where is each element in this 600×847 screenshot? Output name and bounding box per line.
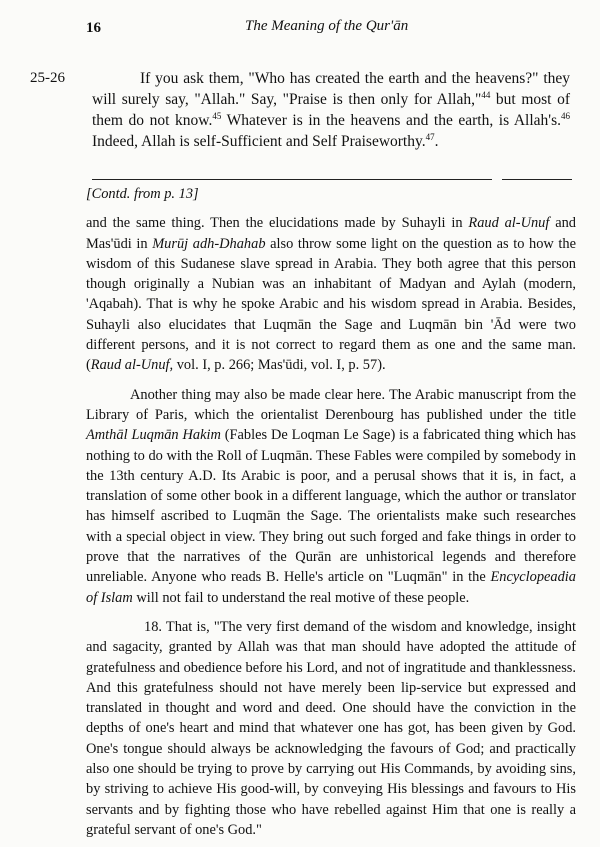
verse-line: . xyxy=(434,133,439,150)
note-paragraph xyxy=(86,213,576,375)
note-text: will not fail to understand the real motive of these people. xyxy=(132,589,470,606)
commentary-notes xyxy=(86,184,576,840)
verse-line: but most of them do not know. xyxy=(92,91,570,129)
book-title: Raud al-Unuf xyxy=(468,215,550,232)
running-title: The Meaning of the Qur'ān xyxy=(245,18,409,34)
book-title: Amthāl Luqmān Hakim xyxy=(86,427,221,444)
note-text: and Mas'ūdi in xyxy=(86,215,576,252)
note-text: (Fables De Loqman Le Sage) is a fabricated thing which has nothing to do with the Roll of Luqmān. These Fables were compiled by somebody in the 13th century A.D. Its Arabic is poor, and a perusal shows that it is, in fact, a translation of some other book in a different language, which the author or translator has himself ascribed to Luqmān the Sage. The orientalists make such researches with a special object in view. They bring out such forged and fake things in order to prove that the narratives of the Qurān are unhistorical legends and therefore unreliable. Anyone who reads B. Helle's article on "Luqmān" in the xyxy=(86,427,576,586)
verse-reference: 25-26 xyxy=(30,70,65,86)
verse-line: Indeed, Allah is self-Sufficient and Self Praiseworthy. xyxy=(92,133,426,150)
note-text: Another thing may also be made clear here. The Arabic manuscript from the Library of Paris, which the orientalist Derenbourg has published under the title xyxy=(86,386,576,423)
book-title: Murūj adh-Dhahab xyxy=(152,235,266,252)
note-text: vol. I, p. 266; Mas'ūdi, vol. I, p. 57). xyxy=(173,357,386,374)
note-text: also throw some light on the question as to how the wisdom of this Sudanese slave spread in Arabia. They both agree that this person though originally a Nubian was an inhabitant of Madyan and Aylah (modern, 'Aqabah). That is why he spoke Arabic and his wisdom spread in Arabia. Besides, Suhayli also elucidates that Luqmān the Sage and Luqmān bin 'Ād were two different persons, and it is not correct to regard them as one and the same man. ( xyxy=(86,235,577,374)
verse-line: If you ask them, "Who has created the earth and the heavens?" xyxy=(140,70,539,87)
continuation-note: [Contd. from p. 13] xyxy=(86,186,199,202)
footnote-marker: 44 xyxy=(481,89,491,100)
section-divider xyxy=(502,179,572,180)
note-paragraph: 18. That is, "The very first demand of the wisdom and knowledge, insight and sagacity, granted by Allah was that man should have adopted the attitude of gratefulness and obedience before his Lord, and not of ingratitude and thanklessness. And this gratefulness should not have merely been lip-service but expressed and translated in thought and word and deed. One should have the conviction in the depths of one's heart and mind that whatever one has got, has been given by God. One's tongue should always be acknowledging the favours of God; and practically also one should be trying to prove by carrying out His Commands, by avoiding sins, by striving to achieve His good-will, by conveying His blessings and favours to His servants and by fighting those who have rebelled against Him that one is really a grateful servant of one's God." xyxy=(86,618,576,838)
footnote-marker: 46 xyxy=(561,110,570,121)
page-number: 16 xyxy=(86,20,101,36)
section-divider xyxy=(92,179,492,180)
verse-text xyxy=(92,68,570,152)
footnote-marker: 45 xyxy=(212,110,222,121)
footnote-marker: 47 xyxy=(425,131,435,142)
note-paragraph xyxy=(86,385,576,608)
book-title: Raud al-Unuf, xyxy=(90,357,174,374)
verse-line: they will surely say, "Allah." Say, "Praise is then only for Allah," xyxy=(92,70,570,108)
verse-line: Whatever is in the heavens and the earth, is Allah's. xyxy=(221,112,561,129)
book-title: Encyclopeadia of Islam xyxy=(86,569,576,606)
note-text: and the same thing. Then the elucidations made by Suhayli in xyxy=(86,215,469,232)
